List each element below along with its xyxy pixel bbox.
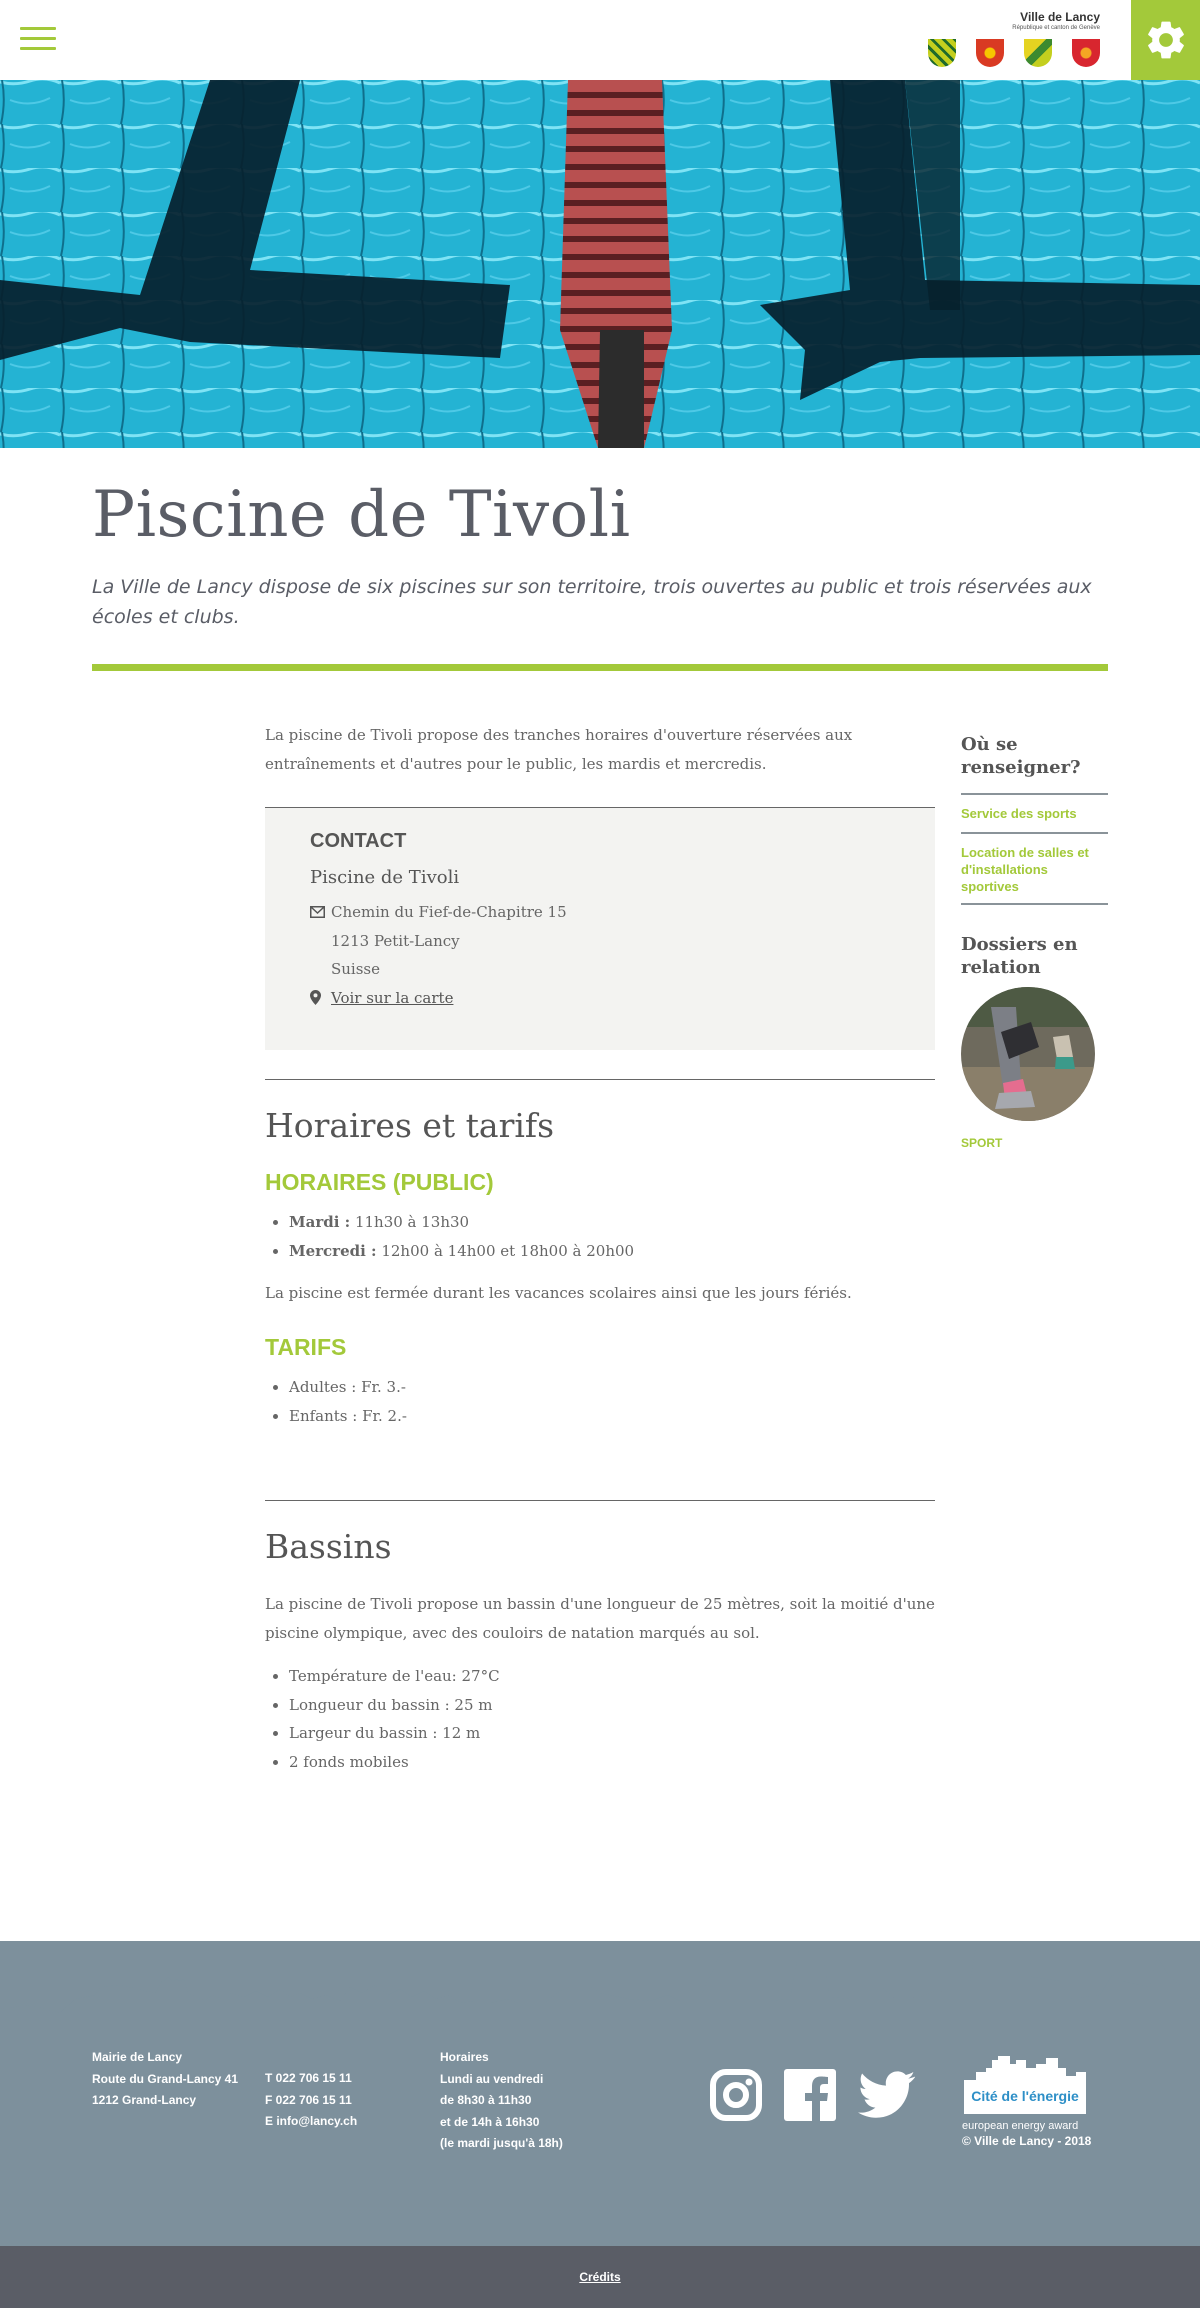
footer-hours (440, 2047, 563, 2155)
sidebar-link-service-sports[interactable]: Service des sports (961, 806, 1077, 821)
schedule-heading: Horaires et tarifs (265, 1106, 555, 1145)
footer-bottom-bar (0, 2246, 1200, 2308)
crest-icon (1072, 39, 1100, 67)
sport-thumbnail[interactable] (961, 987, 1095, 1121)
bassins-paragraph: La piscine de Tivoli propose un bassin d'une longueur de 25 mètres, soit la moitié d'une piscine olympique, avec des couloirs de natation marqués au sol. (265, 1595, 935, 1642)
list-item: • Longueur du bassin : 25 m (289, 1691, 935, 1720)
contact-name: Piscine de Tivoli (310, 867, 460, 888)
footer-text: (le mardi jusqu'à 18h) (440, 2136, 563, 2150)
public-hours-heading: HORAIRES (PUBLIC) (265, 1169, 494, 1195)
envelope-icon (310, 906, 331, 918)
title-divider (92, 664, 1108, 671)
hours-day: Mardi : (289, 1213, 351, 1231)
brand-name: Ville de Lancy (1020, 10, 1100, 24)
page-lead: La Ville de Lancy dispose de six piscines sur son territoire, trois ouvertes au public et trois réservées aux écoles et clubs. (92, 576, 1092, 628)
crest-icon (976, 39, 1004, 67)
gear-icon (1143, 17, 1189, 63)
footer-text: Lundi au vendredi (440, 2071, 544, 2086)
content-area (0, 671, 1200, 1941)
hours-time: 11h30 à 13h30 (350, 1213, 470, 1231)
list-item: • Enfants : Fr. 2.- (289, 1402, 935, 1431)
section-divider (265, 1500, 935, 1501)
city-skyline (0, 1941, 1200, 2029)
contact-street-line (310, 898, 890, 927)
contact-country: Suisse (331, 960, 381, 978)
list-item (289, 1237, 935, 1266)
tarifs-list (289, 1373, 935, 1430)
hours-time: 12h00 à 14h00 et 18h00 à 20h00 (376, 1241, 635, 1260)
hero-image (0, 80, 1200, 448)
contact-heading: CONTACT (310, 830, 407, 852)
hamburger-icon[interactable] (20, 27, 56, 51)
energy-logo-text: Cité de l'énergie (971, 2088, 1079, 2104)
sidebar-divider (961, 832, 1108, 834)
sidebar-divider (961, 903, 1108, 905)
footer-text: Horaires (440, 2050, 489, 2064)
contact-map-line (310, 984, 890, 1013)
related-heading: Dossiers en relation (961, 934, 1078, 978)
footer-text: Mairie de Lancy (92, 2050, 183, 2064)
crest-icon (1024, 39, 1052, 67)
list-item: • 2 fonds mobiles (289, 1748, 935, 1777)
crest-icon (928, 39, 956, 67)
page-header (0, 448, 1200, 632)
intro-paragraph: La piscine de Tivoli propose des tranches horaires d'ouverture réservées aux entraînements et d'autres pour le public, les mardis et mercredis. (265, 726, 853, 773)
contact-box (265, 807, 935, 1050)
copyright: © Ville de Lancy - 2018 (962, 2134, 1092, 2148)
social-links (710, 2069, 920, 2121)
hours-list (289, 1208, 935, 1265)
page-title: Piscine de Tivoli (92, 478, 631, 552)
facebook-icon[interactable] (784, 2069, 836, 2121)
related-sport-label[interactable]: SPORT (961, 1136, 1003, 1150)
energy-award-text: european energy award (962, 2120, 1079, 2132)
site-footer (0, 1941, 1200, 2246)
footer-text: Route du Grand-Lancy 41 (92, 2071, 239, 2086)
info-heading: Où se renseigner? (961, 734, 1081, 778)
list-item: • Température de l'eau: 27°C (289, 1662, 935, 1691)
footer-fax: F 022 706 15 11 (265, 2092, 352, 2107)
footer-text: de 8h30 à 11h30 (440, 2093, 532, 2107)
bassins-heading: Bassins (265, 1527, 392, 1566)
list-item: • Adultes : Fr. 3.- (289, 1373, 935, 1402)
credits-link[interactable]: Crédits (579, 2270, 621, 2284)
brand-logo[interactable] (928, 10, 1100, 67)
site-header (0, 0, 1200, 80)
list-item: • Largeur du bassin : 12 m (289, 1719, 935, 1748)
bassins-list (289, 1662, 935, 1776)
sidebar-divider (961, 793, 1108, 795)
energy-logo[interactable] (962, 2054, 1088, 2114)
footer-phone[interactable]: T 022 706 15 11 (265, 2071, 352, 2085)
pool-photo (0, 80, 1200, 448)
crests (928, 39, 1100, 67)
footer-address (92, 2047, 238, 2112)
main-column (265, 721, 935, 1776)
closure-note: La piscine est fermée durant les vacances scolaires ainsi que les jours fériés. (265, 1284, 852, 1302)
footer-text: 1212 Grand-Lancy (92, 2093, 197, 2107)
footer-contact (265, 2068, 357, 2133)
footer-email[interactable]: E info@lancy.ch (265, 2114, 358, 2128)
footer-text: et de 14h à 16h30 (440, 2114, 540, 2129)
tarifs-heading: TARIFS (265, 1334, 347, 1360)
twitter-icon[interactable] (858, 2069, 916, 2121)
map-link[interactable]: Voir sur la carte (331, 988, 454, 1007)
list-item (289, 1208, 935, 1237)
sidebar (961, 721, 1108, 1152)
hours-day: Mercredi : (289, 1241, 377, 1260)
section-divider (265, 1079, 935, 1080)
contact-city: 1213 Petit-Lancy (331, 931, 460, 950)
settings-button[interactable] (1131, 0, 1200, 80)
sidebar-link-location-salles[interactable]: Location de salles et d'installations sportives (961, 845, 1089, 894)
instagram-icon[interactable] (710, 2069, 762, 2121)
contact-street: Chemin du Fief-de-Chapitre 15 (331, 903, 567, 921)
map-pin-icon (310, 990, 331, 1005)
energy-award (962, 2054, 1092, 2148)
brand-subtitle: République et canton de Genève (1012, 25, 1100, 31)
